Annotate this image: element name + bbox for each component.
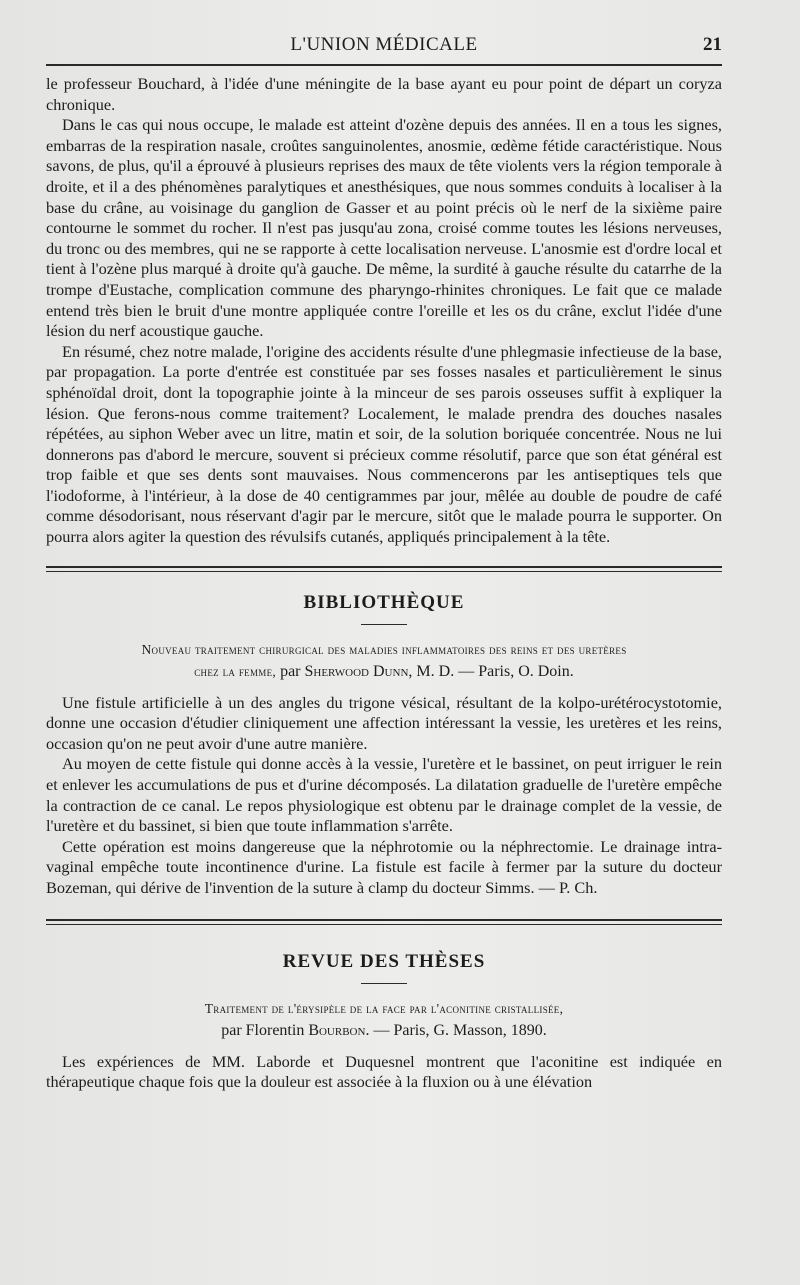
- bibliotheque-section: [46, 592, 722, 899]
- article-paragraph: le professeur Bouchard, à l'idée d'une méningite de la base ayant eu pour point de départ un coryza chronique.: [46, 74, 722, 114]
- article-paragraph: Dans le cas qui nous occupe, le malade est atteint d'ozène depuis des années. Il en a tous les signes, embarras de la respiration nasale, croûtes sanguinolentes, anosmie, œdème fétide caractéristique. Nous savons, de plus, qu'il a éprouvé à plusieurs reprises des maux de tête violents vers la région temporale à droite, et il a des phénomènes paralytiques et anesthésiques, que nous sommes conduits à localiser à la base du crâne, au voisinage du ganglion de Gasser et au point précis où le nerf de la sixième paire contourne le sommet du rocher. Il n'est pas jusqu'au zona, croisé comme toutes les lésions nerveuses, du tronc ou des membres, qui ne se rapporte à cette localisation nerveuse. L'anosmie est d'ordre local et tient à l'ozène plus marqué à droite qu'à gauche. De même, la surdité à gauche résulte du catarrhe de la trompe d'Eustache, complication commune des pharyngo-rhinites chroniques. Le fait que ce malade entend très bien le bruit d'une montre appliquée contre l'oreille et les os du crâne, exclut l'idée d'une lésion du nerf acoustique gauche.: [46, 115, 722, 341]
- thesis-details: . — Paris, G. Masson, 1890.: [365, 1021, 547, 1039]
- thesis-paragraph: Les expériences de MM. Laborde et Duquesnel montrent que l'aconitine est indiquée en thérapeutique chaque fois que la douleur est associée à la fluxion ou à une élévation: [46, 1051, 722, 1092]
- article-continuation: [46, 74, 722, 548]
- review-paragraph: Une fistule artificielle à un des angles du trigone vésical, résultant de la kolpo-urétérocystotomie, donne une occasion d'étudier cliniquement une affection intéressant la vessie, les uretères et les reins, occasion qu'on ne peut avoir d'une autre manière.: [46, 692, 722, 753]
- revue-section: [46, 951, 722, 1093]
- book-details: , M. D. — Paris, O. Doin.: [408, 662, 574, 680]
- thesis-author: Bourbon: [308, 1021, 366, 1039]
- journal-title: L'UNION MÉDICALE: [290, 34, 478, 55]
- title-rule: [361, 983, 407, 984]
- article-paragraph: En résumé, chez notre malade, l'origine des accidents résulte d'une phlegmasie infectieuse de la base, par propagation. La porte d'entrée est constituée par ses fosses nasales et particulièrement le sinus sphénoïdal droit, dont la topographie jointe à la minceur de ses parois osseuses suffit à expliquer la lésion. Que ferons-nous comme traitement? Localement, le malade prendra des douches nasales répétées, au siphon Weber avec un litre, matin et soir, de la solution boriquée concentrée. Nous ne lui donnerons pas d'abord le mercure, souvent si précieux comme résolutif, parce que son état général est trop faible et que ses dents sont mauvaises. Nous commencerons par les antiseptiques tels que l'iodoforme, à l'intérieur, à la dose de 40 centigrammes par jour, mêlée au double de poudre de café comme désodorisant, nous réservant d'agir par le mercure, sitôt que le malade pourra le supporter. On pourra alors agiter la question des révulsifs cutanés, appliqués principalement à la tête.: [46, 341, 722, 547]
- review-paragraph: Au moyen de cette fistule qui donne accès à la vessie, l'uretère et le bassinet, on peut irriguer le rein et enlever les accumulations de pus et d'urine décomposés. La dilatation graduelle de l'uretère empêche la contraction de ce canal. Le repos physiologique est obtenu par le drainage complet de la vessie, de l'uretère et du bassinet, si bien que toute inflammation s'arrête.: [46, 754, 722, 836]
- section-title-revue: REVUE DES THÈSES: [282, 950, 486, 972]
- review-paragraph: Cette opération est moins dangereuse que la néphrotomie ou la néphrectomie. Le drainage intra-vaginal empêche toute incontinence d'urine. La fistule est facile à fermer par la suture du docteur Bozeman, qui dérive de l'invention de la suture à clamp du docteur Simms. — P. Ch.: [46, 836, 722, 897]
- book-by: par: [276, 662, 305, 680]
- page-number: 21: [703, 34, 722, 55]
- section-divider: [46, 919, 722, 925]
- book-notice: [46, 639, 722, 683]
- book-title-line1: Nouveau traitement chirurgical des maladies inflammatoires des reins et des uretères: [141, 641, 627, 657]
- header-rule: [46, 64, 722, 66]
- section-title-bibliotheque: BIBLIOTHÈQUE: [303, 591, 465, 613]
- thesis-by: par Florentin: [221, 1021, 309, 1039]
- book-author: Sherwood Dunn: [304, 662, 409, 680]
- thesis-title: Traitement de l'érysipèle de la face par l'aconitine cristallisée,: [204, 1000, 564, 1016]
- thesis-notice: [46, 998, 722, 1042]
- running-head: [46, 30, 722, 64]
- title-rule: [361, 624, 407, 625]
- section-divider: [46, 566, 722, 572]
- book-title-line2: chez la femme,: [194, 663, 277, 679]
